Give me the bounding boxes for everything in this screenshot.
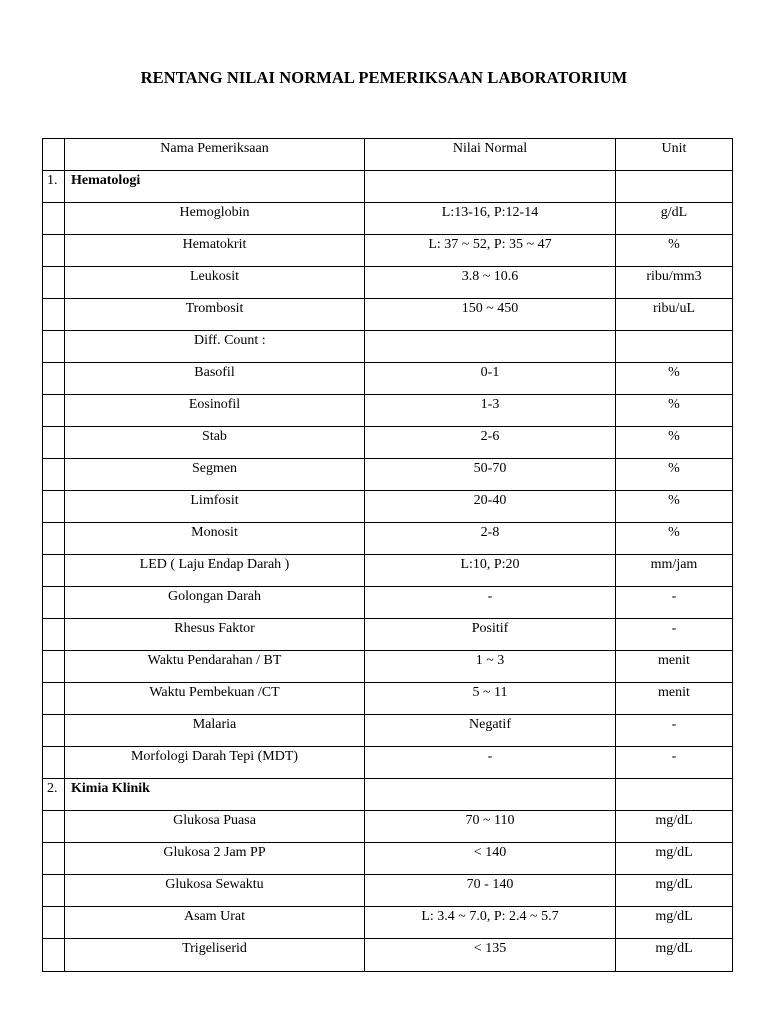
- normal-value-text: [365, 331, 615, 332]
- exam-name: [65, 875, 365, 907]
- exam-name: [65, 235, 365, 267]
- unit-text: %: [668, 461, 680, 476]
- exam-name-text: Trigeliserid: [182, 941, 247, 956]
- exam-name: [65, 587, 365, 619]
- exam-name-text: Leukosit: [190, 269, 239, 284]
- section-title: [65, 171, 365, 203]
- row-no-text: [47, 683, 64, 684]
- exam-name: [65, 523, 365, 555]
- row-no: [43, 939, 65, 972]
- section-row: [43, 779, 733, 811]
- normal-value: [365, 395, 616, 427]
- section-title-text: Hematologi: [71, 173, 141, 188]
- section-number-text: 2.: [47, 781, 58, 796]
- normal-value: [365, 907, 616, 939]
- table-row: [43, 203, 733, 235]
- table-row: [43, 427, 733, 459]
- table-row: [43, 907, 733, 939]
- row-no: [43, 267, 65, 299]
- unit: [616, 811, 733, 843]
- row-no-text: [47, 491, 64, 492]
- unit-text: %: [668, 429, 680, 444]
- normal-value-text: 2-8: [480, 525, 500, 540]
- exam-name-text: Glukosa Puasa: [173, 813, 256, 828]
- unit: [616, 459, 733, 491]
- row-no-text: [47, 811, 64, 812]
- unit-text: -: [671, 749, 677, 764]
- normal-value-text: L: 37 ~ 52, P: 35 ~ 47: [428, 237, 552, 252]
- unit-text: %: [668, 493, 680, 508]
- row-no-text: [47, 395, 64, 396]
- row-no-text: [47, 939, 64, 940]
- unit: [616, 395, 733, 427]
- row-no: [43, 555, 65, 587]
- exam-name-text: Basofil: [194, 365, 235, 380]
- normal-value: [365, 299, 616, 331]
- unit-text: %: [668, 237, 680, 252]
- normal-value-text: 50-70: [473, 461, 507, 476]
- row-no: [43, 491, 65, 523]
- row-no-text: [47, 459, 64, 460]
- normal-value: [365, 651, 616, 683]
- exam-name: [65, 395, 365, 427]
- unit: [616, 651, 733, 683]
- normal-value: [365, 235, 616, 267]
- header-unit: Unit: [616, 139, 733, 171]
- normal-value-text: 150 ~ 450: [461, 301, 519, 316]
- row-no-text: [47, 747, 64, 748]
- row-no: [43, 651, 65, 683]
- unit-text: -: [671, 589, 677, 604]
- exam-name: [65, 651, 365, 683]
- exam-name-text: Limfosit: [190, 493, 239, 508]
- exam-name-text: LED ( Laju Endap Darah ): [139, 557, 290, 572]
- exam-name: [65, 331, 365, 363]
- section-unit-empty-text: [616, 779, 732, 780]
- exam-name-text: Diff. Count :: [194, 333, 266, 348]
- unit-text: %: [668, 365, 680, 380]
- row-no-text: [47, 427, 64, 428]
- row-no-text: [47, 587, 64, 588]
- unit-text: mg/dL: [655, 941, 693, 956]
- unit-text: mg/dL: [655, 845, 693, 860]
- exam-name: [65, 459, 365, 491]
- exam-name-text: Stab: [202, 429, 227, 444]
- normal-value-text: < 140: [473, 845, 507, 860]
- row-no: [43, 907, 65, 939]
- unit: [616, 843, 733, 875]
- exam-name: [65, 555, 365, 587]
- section-number-text: 1.: [47, 173, 58, 188]
- section-value-empty: [365, 171, 616, 203]
- normal-value-text: L:10, P:20: [460, 557, 520, 572]
- exam-name: [65, 203, 365, 235]
- row-no-text: [47, 267, 64, 268]
- normal-value: [365, 427, 616, 459]
- exam-name-text: Waktu Pendarahan / BT: [147, 653, 282, 668]
- table-row: [43, 939, 733, 972]
- normal-value-text: -: [487, 749, 493, 764]
- unit: [616, 587, 733, 619]
- row-no: [43, 875, 65, 907]
- exam-name: [65, 299, 365, 331]
- row-no-text: [47, 715, 64, 716]
- normal-value-text: 70 ~ 110: [465, 813, 515, 828]
- exam-name-text: Hemoglobin: [179, 205, 250, 220]
- row-no-text: [47, 651, 64, 652]
- exam-name-text: Trombosit: [185, 301, 244, 316]
- unit: [616, 235, 733, 267]
- exam-name: [65, 939, 365, 972]
- unit-text: %: [668, 397, 680, 412]
- unit-text: mg/dL: [655, 909, 693, 924]
- unit-text: menit: [658, 653, 690, 668]
- unit-text: mg/dL: [655, 813, 693, 828]
- unit: [616, 267, 733, 299]
- normal-value: [365, 715, 616, 747]
- normal-value-text: L:13-16, P:12-14: [441, 205, 539, 220]
- normal-value: [365, 683, 616, 715]
- unit: [616, 523, 733, 555]
- row-no-text: [47, 843, 64, 844]
- table-row: [43, 395, 733, 427]
- row-no: [43, 299, 65, 331]
- row-no: [43, 843, 65, 875]
- unit: [616, 715, 733, 747]
- normal-value: [365, 875, 616, 907]
- exam-name-text: Monosit: [191, 525, 238, 540]
- normal-value-text: Negatif: [469, 717, 511, 732]
- exam-name-text: Asam Urat: [183, 909, 246, 924]
- unit: [616, 427, 733, 459]
- table-row: [43, 523, 733, 555]
- exam-name: [65, 491, 365, 523]
- normal-value-text: 70 - 140: [466, 877, 514, 892]
- row-no-text: [47, 363, 64, 364]
- unit: [616, 491, 733, 523]
- normal-value: [365, 267, 616, 299]
- table-header-row: [43, 139, 733, 171]
- section-number: [43, 779, 65, 811]
- table-row: [43, 459, 733, 491]
- exam-name-text: Glukosa Sewaktu: [165, 877, 264, 892]
- lab-values-table: [42, 138, 733, 972]
- section-unit-empty: [616, 171, 733, 203]
- unit-text: g/dL: [660, 205, 688, 220]
- unit: [616, 875, 733, 907]
- exam-name: [65, 811, 365, 843]
- row-no: [43, 395, 65, 427]
- normal-value: [365, 843, 616, 875]
- normal-value-text: 1 ~ 3: [475, 653, 505, 668]
- row-no-text: [47, 555, 64, 556]
- unit: [616, 299, 733, 331]
- normal-value-text: 2-6: [480, 429, 500, 444]
- normal-value: [365, 523, 616, 555]
- section-row: [43, 171, 733, 203]
- row-no: [43, 715, 65, 747]
- header-value: Nilai Normal: [365, 139, 616, 171]
- exam-name-text: Hematokrit: [182, 237, 247, 252]
- unit-text: mm/jam: [650, 557, 698, 572]
- normal-value: [365, 555, 616, 587]
- normal-value: [365, 491, 616, 523]
- unit: [616, 747, 733, 779]
- section-title-text: Kimia Klinik: [71, 781, 150, 796]
- row-no: [43, 683, 65, 715]
- normal-value-text: 0-1: [480, 365, 500, 380]
- row-no: [43, 331, 65, 363]
- exam-name: [65, 907, 365, 939]
- normal-value: [365, 363, 616, 395]
- unit: [616, 683, 733, 715]
- table-row: [43, 715, 733, 747]
- unit: [616, 939, 733, 972]
- normal-value-text: -: [487, 589, 493, 604]
- row-no: [43, 747, 65, 779]
- exam-name: [65, 267, 365, 299]
- normal-value-text: 1-3: [480, 397, 500, 412]
- table-body: [43, 139, 733, 972]
- normal-value: [365, 811, 616, 843]
- header-name: Nama Pemeriksaan: [65, 139, 365, 171]
- row-no: [43, 235, 65, 267]
- exam-name-text: Golongan Darah: [168, 589, 261, 604]
- exam-name-text: Eosinofil: [188, 397, 241, 412]
- exam-name-text: Segmen: [191, 461, 238, 476]
- unit-text: -: [671, 717, 677, 732]
- table-row: [43, 587, 733, 619]
- normal-value: [365, 203, 616, 235]
- unit: [616, 363, 733, 395]
- table-row: [43, 811, 733, 843]
- row-no: [43, 427, 65, 459]
- exam-name: [65, 715, 365, 747]
- unit-text: [616, 331, 732, 332]
- table-row: [43, 683, 733, 715]
- exam-name-text: Morfologi Darah Tepi (MDT): [130, 749, 299, 764]
- table-row: [43, 299, 733, 331]
- exam-name: [65, 427, 365, 459]
- normal-value: [365, 747, 616, 779]
- row-no: [43, 203, 65, 235]
- normal-value-text: 20-40: [473, 493, 507, 508]
- row-no-text: [47, 875, 64, 876]
- exam-name: [65, 747, 365, 779]
- section-value-empty: [365, 779, 616, 811]
- unit-text: -: [671, 621, 677, 636]
- row-no-text: [47, 331, 64, 332]
- unit: [616, 907, 733, 939]
- normal-value: [365, 939, 616, 972]
- unit: [616, 331, 733, 363]
- normal-value-text: Positif: [471, 621, 509, 636]
- exam-name: [65, 683, 365, 715]
- row-no: [43, 811, 65, 843]
- table-row: [43, 651, 733, 683]
- row-no-text: [47, 203, 64, 204]
- normal-value-text: L: 3.4 ~ 7.0, P: 2.4 ~ 5.7: [421, 909, 559, 924]
- table-row: [43, 875, 733, 907]
- table-row: [43, 267, 733, 299]
- section-unit-empty-text: [616, 171, 732, 172]
- row-no: [43, 523, 65, 555]
- table-row: [43, 747, 733, 779]
- table-row: [43, 235, 733, 267]
- exam-name: [65, 363, 365, 395]
- table-row: [43, 331, 733, 363]
- normal-value: [365, 619, 616, 651]
- unit-text: ribu/uL: [653, 301, 695, 316]
- unit: [616, 555, 733, 587]
- header-no: [43, 139, 65, 171]
- row-no-text: [47, 523, 64, 524]
- document-title: RENTANG NILAI NORMAL PEMERIKSAAN LABORATORIUM: [140, 68, 628, 87]
- row-no: [43, 619, 65, 651]
- row-no-text: [47, 907, 64, 908]
- table-row: [43, 491, 733, 523]
- normal-value-text: < 135: [473, 941, 507, 956]
- unit: [616, 203, 733, 235]
- section-value-empty-text: [365, 171, 615, 172]
- section-title: [65, 779, 365, 811]
- exam-name: [65, 843, 365, 875]
- table-row: [43, 843, 733, 875]
- row-no: [43, 459, 65, 491]
- section-value-empty-text: [365, 779, 615, 780]
- normal-value: [365, 587, 616, 619]
- row-no-text: [47, 235, 64, 236]
- exam-name-text: Waktu Pembekuan /CT: [149, 685, 280, 700]
- exam-name: [65, 619, 365, 651]
- row-no-text: [47, 619, 64, 620]
- section-number: [43, 171, 65, 203]
- normal-value-text: 5 ~ 11: [472, 685, 508, 700]
- unit: [616, 619, 733, 651]
- row-no-text: [47, 299, 64, 300]
- row-no: [43, 363, 65, 395]
- exam-name-text: Glukosa 2 Jam PP: [163, 845, 266, 860]
- exam-name-text: Rhesus Faktor: [174, 621, 255, 636]
- exam-name-text: Malaria: [192, 717, 237, 732]
- unit-text: menit: [658, 685, 690, 700]
- table-row: [43, 619, 733, 651]
- table-row: [43, 363, 733, 395]
- row-no: [43, 587, 65, 619]
- section-unit-empty: [616, 779, 733, 811]
- unit-text: %: [668, 525, 680, 540]
- unit-text: mg/dL: [655, 877, 693, 892]
- table-row: [43, 555, 733, 587]
- normal-value-text: 3.8 ~ 10.6: [461, 269, 519, 284]
- normal-value: [365, 331, 616, 363]
- normal-value: [365, 459, 616, 491]
- unit-text: ribu/mm3: [646, 269, 702, 284]
